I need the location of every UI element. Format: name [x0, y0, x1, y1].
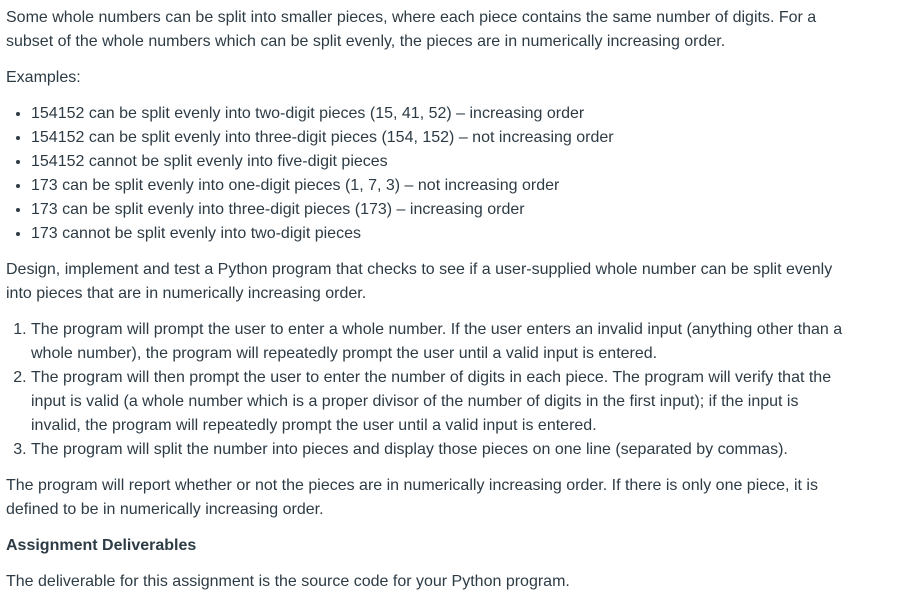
example-item: • 173 can be split evenly into three-digit pieces (173) – increasing order [31, 198, 846, 222]
task-paragraph: Design, implement and test a Python program that checks to see if a user-supplied whole number can be split evenly into pieces that are in numerically increasing order. [6, 261, 833, 302]
step-item: 1. The program will prompt the user to enter a whole number. If the user enters an invalid input (anything other than a whole number), the program will repeatedly prompt the user until a valid input is entered. [31, 318, 846, 366]
example-item: • 154152 can be split evenly into three-digit pieces (154, 152) – not increasing order [31, 126, 846, 150]
intro-paragraph: Some whole numbers can be split into smaller pieces, where each piece contains the same number of digits. For a subset of the whole numbers which can be split evenly, the pieces are in numerically increasing order. [6, 9, 817, 50]
example-item: • 154152 can be split evenly into two-digit pieces (15, 41, 52) – increasing order [31, 102, 846, 126]
deliverables-paragraph: The deliverable for this assignment is the source code for your Python program. [6, 573, 570, 590]
example-item: • 173 cannot be split evenly into two-digit pieces [31, 222, 846, 246]
assignment-description [6, 6, 846, 606]
deliverables-heading: Assignment Deliverables [6, 537, 197, 554]
step-item: 2. The program will then prompt the user to enter the number of digits in each piece. The program will verify that the input is valid (a whole number which is a proper divisor of the number of digits in the first input); if the input is invalid, the program will repeatedly prompt the user until a valid input is entered. [31, 366, 846, 438]
steps-list [6, 318, 846, 462]
examples-label: Examples: [6, 69, 81, 86]
examples-list [6, 102, 846, 246]
example-item: • 154152 cannot be split evenly into five-digit pieces [31, 150, 846, 174]
example-item: • 173 can be split evenly into one-digit pieces (1, 7, 3) – not increasing order [31, 174, 846, 198]
step-item: 3. The program will split the number into pieces and display those pieces on one line (separated by commas). [31, 438, 846, 462]
report-paragraph: The program will report whether or not the pieces are in numerically increasing order. If there is only one piece, it is defined to be in numerically increasing order. [6, 477, 818, 518]
